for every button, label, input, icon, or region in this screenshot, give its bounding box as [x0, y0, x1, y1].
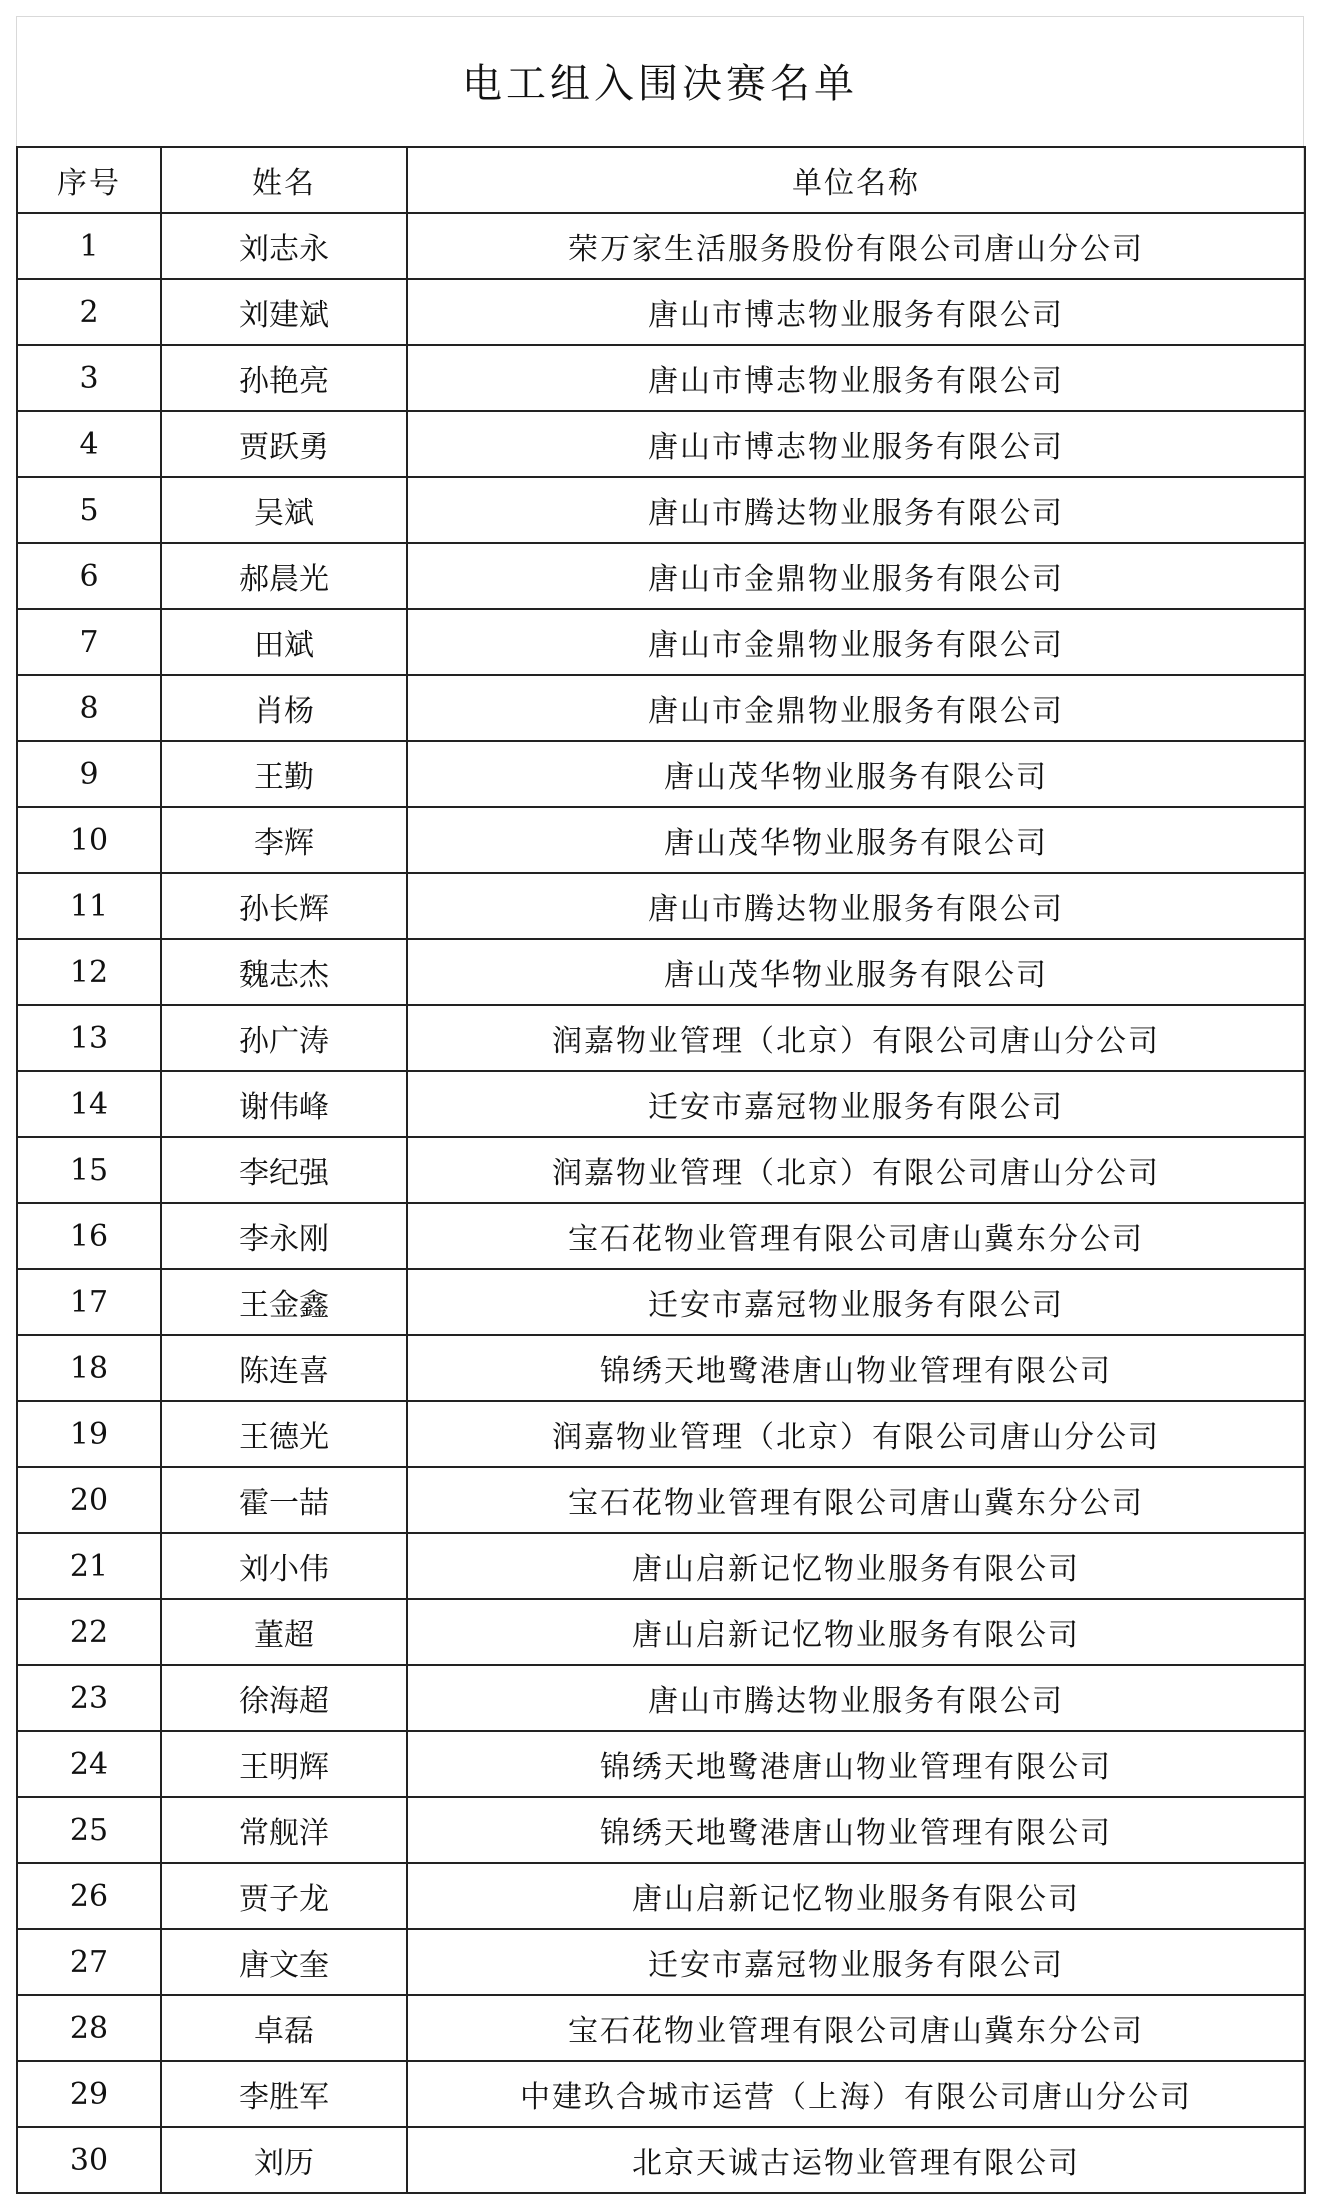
row-unit-cell: 唐山启新记忆物业服务有限公司 — [407, 1599, 1305, 1665]
row-unit-cell: 唐山市金鼎物业服务有限公司 — [407, 543, 1305, 609]
row-name-cell: 陈连喜 — [161, 1335, 407, 1401]
table-row — [17, 1533, 1305, 1599]
header-name: 姓名 — [161, 147, 407, 213]
table-row — [17, 1401, 1305, 1467]
row-seq-cell: 22 — [17, 1599, 161, 1665]
row-unit-cell: 迁安市嘉冠物业服务有限公司 — [407, 1071, 1305, 1137]
row-seq-cell: 3 — [17, 345, 161, 411]
row-unit-cell: 锦绣天地鹭港唐山物业管理有限公司 — [407, 1797, 1305, 1863]
row-name-cell: 董超 — [161, 1599, 407, 1665]
row-unit-cell: 唐山市博志物业服务有限公司 — [407, 411, 1305, 477]
row-seq-cell: 19 — [17, 1401, 161, 1467]
row-name-cell: 吴斌 — [161, 477, 407, 543]
table-row — [17, 411, 1305, 477]
table-row — [17, 1731, 1305, 1797]
row-seq-cell: 13 — [17, 1005, 161, 1071]
table-row — [17, 1137, 1305, 1203]
row-seq-cell: 23 — [17, 1665, 161, 1731]
table-row — [17, 1599, 1305, 1665]
row-name-cell: 田斌 — [161, 609, 407, 675]
table-row — [17, 1797, 1305, 1863]
table-row — [17, 2061, 1305, 2127]
table-row — [17, 1929, 1305, 1995]
row-seq-cell: 21 — [17, 1533, 161, 1599]
row-name-cell: 李永刚 — [161, 1203, 407, 1269]
row-seq-cell: 30 — [17, 2127, 161, 2193]
table-row — [17, 1335, 1305, 1401]
table-row — [17, 609, 1305, 675]
table-header-row — [17, 147, 1305, 213]
row-name-cell: 刘小伟 — [161, 1533, 407, 1599]
row-seq-cell: 18 — [17, 1335, 161, 1401]
row-unit-cell: 唐山启新记忆物业服务有限公司 — [407, 1533, 1305, 1599]
row-name-cell: 唐文奎 — [161, 1929, 407, 1995]
row-name-cell: 李辉 — [161, 807, 407, 873]
table-row — [17, 213, 1305, 279]
row-name-cell: 李纪强 — [161, 1137, 407, 1203]
row-name-cell: 李胜军 — [161, 2061, 407, 2127]
row-unit-cell: 唐山市腾达物业服务有限公司 — [407, 873, 1305, 939]
row-unit-cell: 润嘉物业管理（北京）有限公司唐山分公司 — [407, 1401, 1305, 1467]
row-name-cell: 王明辉 — [161, 1731, 407, 1797]
row-unit-cell: 宝石花物业管理有限公司唐山冀东分公司 — [407, 1203, 1305, 1269]
row-seq-cell: 10 — [17, 807, 161, 873]
row-unit-cell: 迁安市嘉冠物业服务有限公司 — [407, 1929, 1305, 1995]
table-row — [17, 2127, 1305, 2193]
row-seq-cell: 12 — [17, 939, 161, 1005]
row-unit-cell: 唐山市博志物业服务有限公司 — [407, 345, 1305, 411]
row-name-cell: 刘志永 — [161, 213, 407, 279]
table-row — [17, 1467, 1305, 1533]
row-unit-cell: 唐山启新记忆物业服务有限公司 — [407, 1863, 1305, 1929]
table-row — [17, 1995, 1305, 2061]
row-seq-cell: 27 — [17, 1929, 161, 1995]
row-seq-cell: 24 — [17, 1731, 161, 1797]
row-seq-cell: 26 — [17, 1863, 161, 1929]
row-name-cell: 孙长辉 — [161, 873, 407, 939]
row-seq-cell: 8 — [17, 675, 161, 741]
row-seq-cell: 28 — [17, 1995, 161, 2061]
table-row — [17, 939, 1305, 1005]
row-unit-cell: 润嘉物业管理（北京）有限公司唐山分公司 — [407, 1137, 1305, 1203]
row-unit-cell: 北京天诚古运物业管理有限公司 — [407, 2127, 1305, 2193]
finalists-table — [16, 146, 1306, 2194]
row-seq-cell: 4 — [17, 411, 161, 477]
row-seq-cell: 6 — [17, 543, 161, 609]
row-seq-cell: 9 — [17, 741, 161, 807]
table-row — [17, 675, 1305, 741]
row-unit-cell: 锦绣天地鹭港唐山物业管理有限公司 — [407, 1335, 1305, 1401]
row-unit-cell: 唐山茂华物业服务有限公司 — [407, 741, 1305, 807]
row-name-cell: 刘建斌 — [161, 279, 407, 345]
row-unit-cell: 唐山市腾达物业服务有限公司 — [407, 1665, 1305, 1731]
row-unit-cell: 唐山茂华物业服务有限公司 — [407, 939, 1305, 1005]
row-name-cell: 贾子龙 — [161, 1863, 407, 1929]
row-unit-cell: 唐山市金鼎物业服务有限公司 — [407, 675, 1305, 741]
row-name-cell: 徐海超 — [161, 1665, 407, 1731]
table-body — [17, 213, 1305, 2193]
table-row — [17, 1071, 1305, 1137]
row-name-cell: 卓磊 — [161, 1995, 407, 2061]
row-seq-cell: 20 — [17, 1467, 161, 1533]
document-title: 电工组入围决赛名单 — [462, 60, 858, 107]
table-row — [17, 1005, 1305, 1071]
table-row — [17, 807, 1305, 873]
row-name-cell: 常舰洋 — [161, 1797, 407, 1863]
row-seq-cell: 16 — [17, 1203, 161, 1269]
header-unit: 单位名称 — [407, 147, 1305, 213]
row-name-cell: 王金鑫 — [161, 1269, 407, 1335]
row-name-cell: 郝晨光 — [161, 543, 407, 609]
row-seq-cell: 2 — [17, 279, 161, 345]
row-unit-cell: 锦绣天地鹭港唐山物业管理有限公司 — [407, 1731, 1305, 1797]
row-unit-cell: 中建玖合城市运营（上海）有限公司唐山分公司 — [407, 2061, 1305, 2127]
row-unit-cell: 唐山市金鼎物业服务有限公司 — [407, 609, 1305, 675]
row-name-cell: 王德光 — [161, 1401, 407, 1467]
row-name-cell: 肖杨 — [161, 675, 407, 741]
row-name-cell: 魏志杰 — [161, 939, 407, 1005]
header-seq: 序号 — [17, 147, 161, 213]
row-seq-cell: 15 — [17, 1137, 161, 1203]
table-row — [17, 1269, 1305, 1335]
row-name-cell: 王勤 — [161, 741, 407, 807]
row-name-cell: 孙广涛 — [161, 1005, 407, 1071]
table-row — [17, 279, 1305, 345]
row-seq-cell: 14 — [17, 1071, 161, 1137]
row-unit-cell: 唐山市博志物业服务有限公司 — [407, 279, 1305, 345]
row-unit-cell: 迁安市嘉冠物业服务有限公司 — [407, 1269, 1305, 1335]
row-unit-cell: 宝石花物业管理有限公司唐山冀东分公司 — [407, 1467, 1305, 1533]
row-seq-cell: 29 — [17, 2061, 161, 2127]
table-row — [17, 477, 1305, 543]
row-seq-cell: 11 — [17, 873, 161, 939]
row-unit-cell: 宝石花物业管理有限公司唐山冀东分公司 — [407, 1995, 1305, 2061]
table-row — [17, 873, 1305, 939]
table-row — [17, 345, 1305, 411]
row-name-cell: 刘历 — [161, 2127, 407, 2193]
row-seq-cell: 17 — [17, 1269, 161, 1335]
row-unit-cell: 润嘉物业管理（北京）有限公司唐山分公司 — [407, 1005, 1305, 1071]
table-row — [17, 741, 1305, 807]
table-row — [17, 543, 1305, 609]
row-name-cell: 贾跃勇 — [161, 411, 407, 477]
row-name-cell: 霍一喆 — [161, 1467, 407, 1533]
row-unit-cell: 荣万家生活服务股份有限公司唐山分公司 — [407, 213, 1305, 279]
row-seq-cell: 1 — [17, 213, 161, 279]
row-seq-cell: 7 — [17, 609, 161, 675]
row-seq-cell: 5 — [17, 477, 161, 543]
row-name-cell: 孙艳亮 — [161, 345, 407, 411]
row-unit-cell: 唐山茂华物业服务有限公司 — [407, 807, 1305, 873]
table-row — [17, 1863, 1305, 1929]
row-name-cell: 谢伟峰 — [161, 1071, 407, 1137]
table-row — [17, 1203, 1305, 1269]
table-row — [17, 1665, 1305, 1731]
row-seq-cell: 25 — [17, 1797, 161, 1863]
row-unit-cell: 唐山市腾达物业服务有限公司 — [407, 477, 1305, 543]
